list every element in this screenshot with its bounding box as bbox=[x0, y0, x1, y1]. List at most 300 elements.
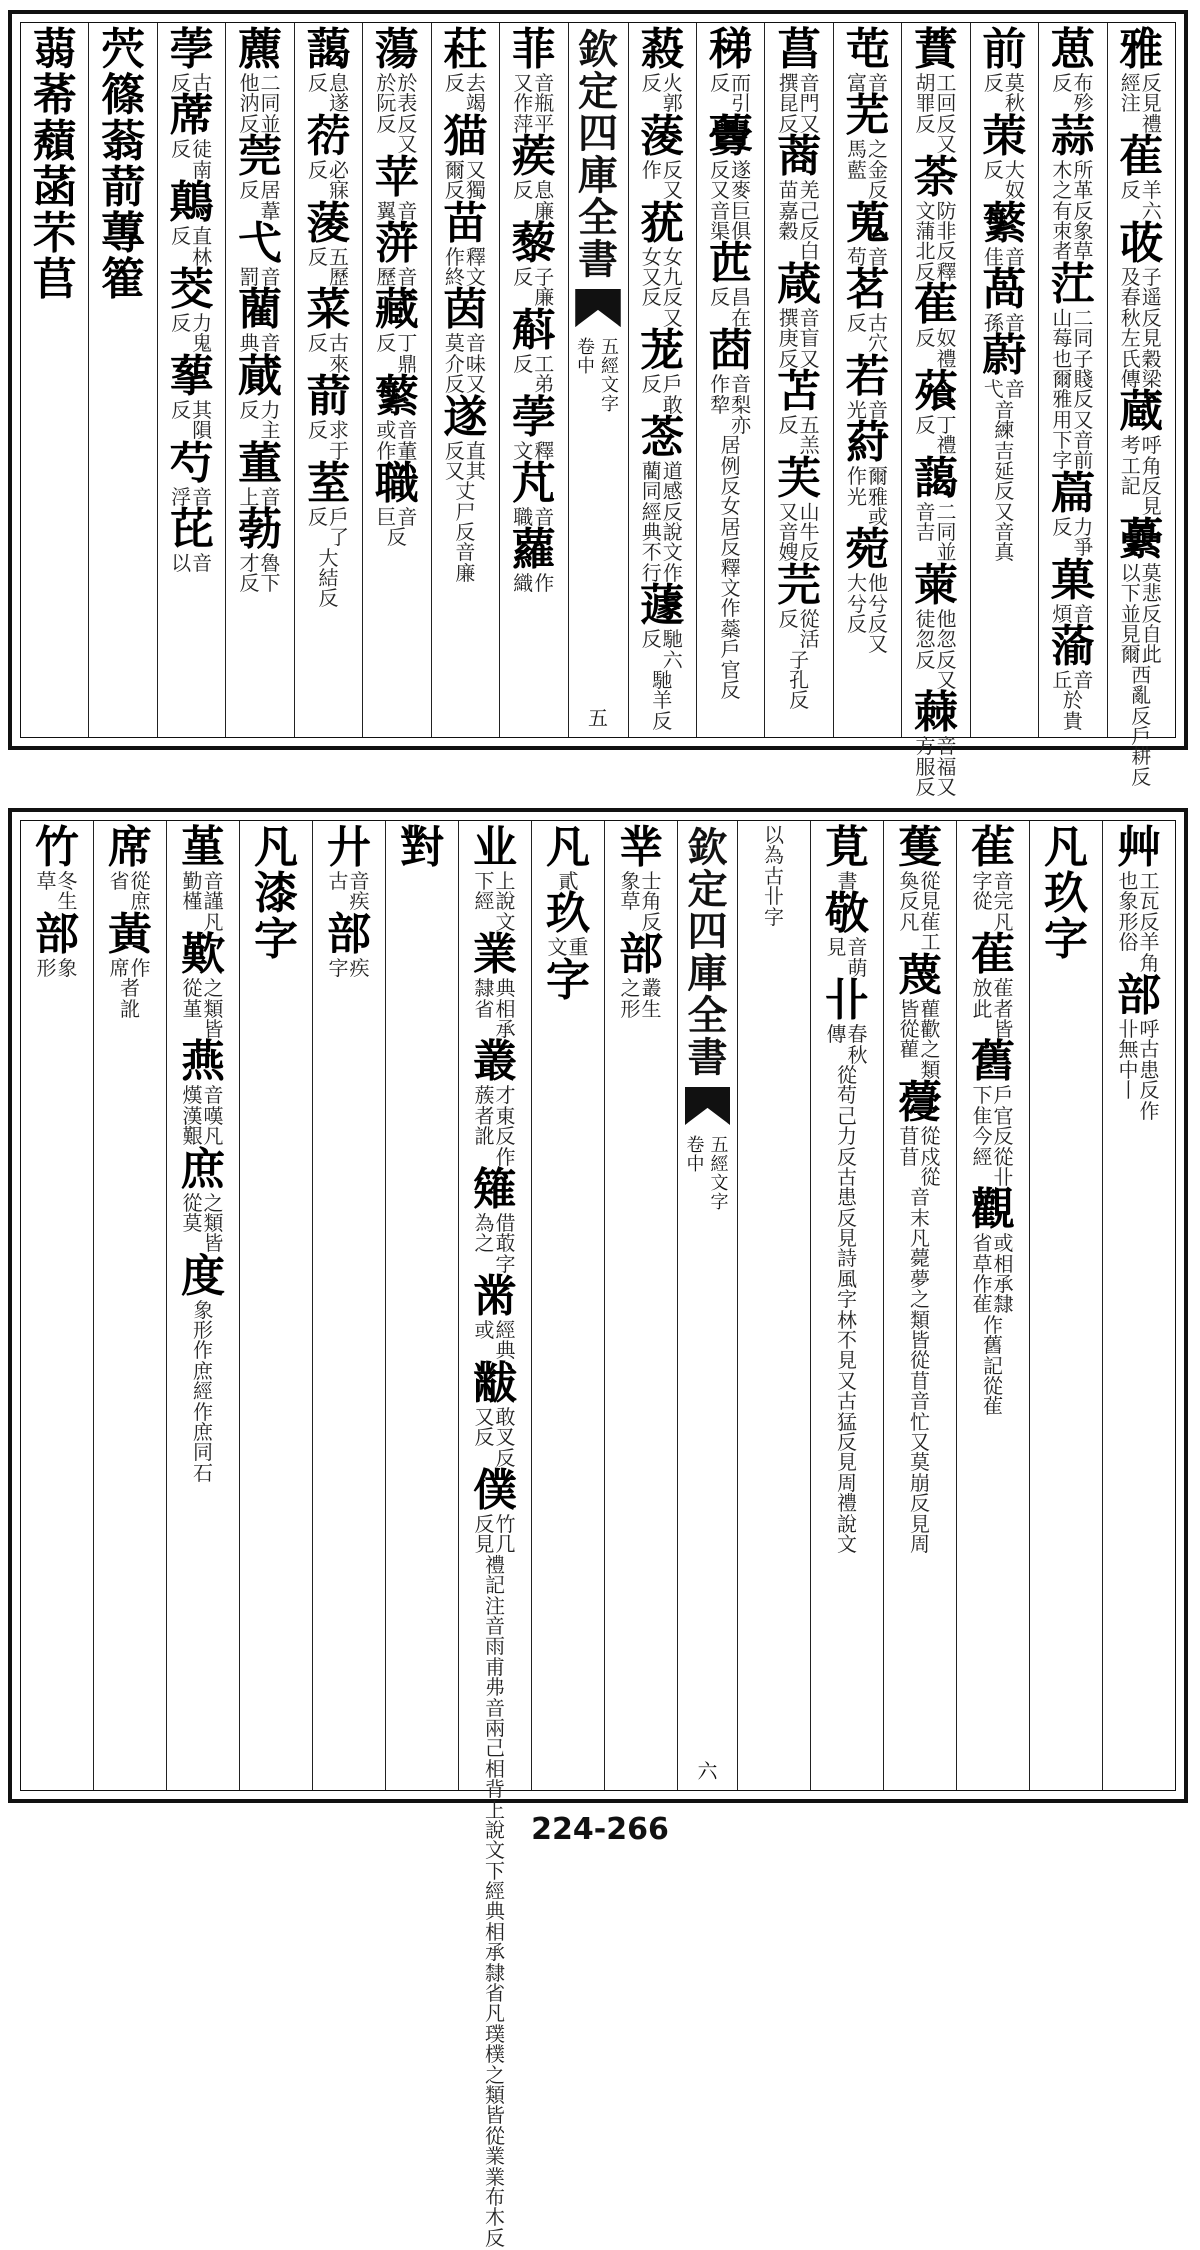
annotation-note: 音 疾 古 bbox=[328, 869, 370, 914]
volume-label: 卷 中 bbox=[577, 337, 595, 377]
headword-char: 丵 bbox=[619, 822, 663, 873]
annotation-note: 音 福 又 方 服 反 bbox=[915, 734, 957, 800]
text-column bbox=[531, 821, 604, 1790]
text-column bbox=[810, 821, 883, 1790]
text-column bbox=[431, 23, 499, 737]
annotation-note: 雚 歡 之 類 皆 從 雚 bbox=[899, 996, 941, 1082]
annotation-note: 石 bbox=[193, 1460, 213, 1485]
headword-char: 蕩 bbox=[374, 24, 419, 75]
headword-char: 遂 bbox=[443, 391, 488, 443]
annotation-note: 音 歷 bbox=[376, 264, 418, 289]
annotation-note: 力 爭 反 bbox=[1052, 514, 1094, 560]
annotation-note: 莫 秋 反 bbox=[983, 71, 1025, 116]
annotation-note: 從 庶 省 bbox=[109, 869, 151, 914]
annotation-note: 丈 尸 反 bbox=[455, 479, 476, 545]
text-column bbox=[157, 23, 225, 737]
headword-char: 廾 bbox=[327, 822, 371, 873]
text-column bbox=[1029, 821, 1102, 1790]
annotation-note: 爾 雅 或 作 光 bbox=[847, 464, 889, 529]
headword-char: 菡 bbox=[32, 162, 77, 213]
headword-char: 葕 bbox=[306, 110, 351, 162]
headword-char: 藏 bbox=[374, 284, 419, 336]
annotation-note: 雈 者 皆 放 此 bbox=[972, 976, 1014, 1041]
headword-char: 葴 bbox=[777, 258, 822, 310]
annotation-note: 叢 生 之 形 bbox=[620, 976, 662, 1021]
headword-char: 僕 bbox=[473, 1465, 517, 1517]
collection-title: 欽 定 四 庫 全 書 bbox=[578, 26, 618, 283]
annotation-note: 記 bbox=[983, 1353, 1003, 1378]
headword-char: 芘 bbox=[169, 503, 214, 555]
annotation-note: 音 瓶 平 又 作 萍 bbox=[513, 71, 555, 136]
headword-char: 舊 bbox=[971, 1036, 1015, 1088]
headword-char: 虆 bbox=[1119, 513, 1164, 565]
annotation-note: 書 bbox=[837, 869, 858, 893]
annotation-note: 又 獨 爾 反 bbox=[444, 157, 486, 203]
annotation-note: 崩 反 見 周 bbox=[910, 1470, 930, 1556]
annotation-note: 典 相 承 隸 省 bbox=[474, 976, 516, 1041]
annotation-note: 樸 之 類 皆 從 業 業 布 木 反 bbox=[485, 2042, 505, 2250]
headword-char: 蔛 bbox=[511, 304, 556, 356]
headword-char: 虋 bbox=[708, 110, 753, 162]
annotation-note: 從 雈 bbox=[983, 1374, 1003, 1419]
annotation-note: 釋 文 bbox=[513, 438, 555, 463]
text-column bbox=[362, 23, 430, 737]
headword-char: 莧 bbox=[825, 822, 869, 873]
text-column bbox=[764, 23, 832, 737]
headword-char: 蓱 bbox=[374, 217, 419, 269]
headword-char: 蔑 bbox=[898, 949, 942, 1001]
annotation-note: 從 苟 己 力 反 bbox=[837, 1062, 857, 1169]
annotation-note: 從 見 雈 工 奐 反 凡 bbox=[899, 869, 941, 955]
annotation-note: 音 煩 bbox=[1052, 601, 1094, 626]
annotation-note: 之 類 皆 從 莫 bbox=[182, 1190, 224, 1256]
annotation-note: 音 完 凡 字 從 bbox=[972, 869, 1014, 934]
text-column bbox=[1107, 23, 1175, 789]
headword-char: 藹 bbox=[913, 452, 958, 504]
annotation-note: 丁 禮 反 bbox=[915, 412, 957, 458]
annotation-note: 音 職 bbox=[513, 504, 555, 529]
fishtail-mark bbox=[575, 289, 620, 327]
annotation-note: 音 董 或 作 bbox=[376, 418, 418, 463]
headword-char: 漆 bbox=[254, 868, 298, 919]
headword-char: 玖 bbox=[1044, 868, 1088, 919]
annotation-note: 音 bbox=[485, 1695, 505, 1720]
annotation-note: 音 富 bbox=[847, 71, 889, 95]
annotation-note: 音 門 又 撰 昆 反 bbox=[778, 71, 820, 136]
text-column bbox=[970, 23, 1038, 737]
headword-char: 藜 bbox=[511, 217, 556, 269]
annotation-note: 魯 下 才 反 bbox=[239, 550, 281, 596]
annotation-note: 息 遂 反 bbox=[307, 71, 349, 116]
annotation-note: 戶 了 反 bbox=[307, 504, 349, 550]
annotation-note: 女 九 反 又 女 又 反 bbox=[641, 244, 683, 330]
headword-char: 蔏 bbox=[777, 131, 822, 183]
headword-char: 蔱 bbox=[640, 24, 685, 75]
annotation-note: 火 郭 反 bbox=[641, 71, 683, 116]
annotation-note: 疾 字 bbox=[328, 955, 370, 980]
headword-char: 鷏 bbox=[169, 177, 214, 229]
headword-char: 苹 bbox=[374, 151, 419, 203]
annotation-note: 古 穴 反 bbox=[847, 310, 889, 356]
annotation-note: 音 練 bbox=[994, 397, 1015, 443]
annotation-note: 春 秋 傳 bbox=[826, 1022, 868, 1067]
headword-char: 字 bbox=[1044, 914, 1088, 965]
headword-char: 蒘 bbox=[169, 350, 214, 402]
annotation-note: 己 相 背 bbox=[485, 1736, 505, 1802]
headword-char: 蒜 bbox=[1050, 110, 1095, 162]
annotation-note: 者 訛 bbox=[120, 976, 140, 1021]
book-label: 五 經 文 字 bbox=[601, 337, 619, 415]
text-column bbox=[956, 821, 1029, 1790]
text-column bbox=[499, 23, 567, 737]
annotation-note: 反 見 禮 經 注 bbox=[1120, 71, 1162, 136]
annotation-note: 直 林 反 bbox=[171, 224, 213, 269]
page-top bbox=[8, 10, 1188, 800]
headword-char: 菀 bbox=[845, 524, 890, 576]
annotation-note: 冬 生 草 bbox=[36, 869, 78, 914]
headword-char: 蕡 bbox=[913, 24, 958, 75]
annotation-note: 山 牛 反 又 音 嫂 bbox=[778, 499, 820, 565]
annotation-note: 去 竭 反 bbox=[444, 71, 486, 116]
annotation-note: 從 戍 從 苜 苜 bbox=[899, 1124, 941, 1189]
annotation-note: 弗 bbox=[485, 1675, 505, 1700]
annotation-note: 而 引 反 bbox=[710, 71, 752, 116]
headword-char: 蘧 bbox=[640, 580, 685, 632]
annotation-note: 力 主 反 bbox=[239, 397, 281, 443]
headword-char: 蒦 bbox=[898, 822, 942, 873]
annotation-note: 之 類 皆 從 堇 bbox=[182, 976, 224, 1041]
headword-char: 蘩 bbox=[982, 197, 1027, 249]
annotation-note: 又 古 猛 反 見 周 禮 說 文 bbox=[837, 1368, 857, 1556]
book-label: 五 經 文 字 bbox=[710, 1135, 729, 1213]
headword-char: 觀 bbox=[971, 1184, 1015, 1236]
annotation-note: 兩 bbox=[485, 1715, 505, 1740]
center-fold-strip bbox=[568, 23, 628, 737]
annotation-note: 防 非 反 釋 文 蒲 北 反 bbox=[915, 198, 957, 284]
headword-char: 蒺 bbox=[511, 131, 556, 183]
annotation-note: 敢 叉 反 又 反 bbox=[474, 1404, 516, 1470]
headword-char: 席 bbox=[108, 822, 152, 873]
annotation-note: 同 bbox=[193, 1440, 213, 1465]
annotation-note: 二 同 並 音 吉 bbox=[915, 499, 957, 565]
annotation-note: 羌 己 反 白 苗 嘉 穀 bbox=[778, 178, 820, 264]
annotation-note: 羊 六 反 bbox=[1120, 178, 1162, 223]
folio-number: 五 bbox=[588, 706, 608, 730]
annotation-note: 工 回 反 又 胡 罪 反 bbox=[915, 71, 957, 157]
text-column bbox=[604, 821, 677, 1790]
headword-char: 葤 bbox=[845, 417, 890, 469]
annotation-note: 音 巨 bbox=[376, 504, 418, 529]
text-column bbox=[1038, 23, 1106, 737]
annotation-note: 居 例 反 bbox=[720, 433, 741, 499]
headword-char: 蘈 bbox=[32, 116, 77, 167]
annotation-note: 於 表 反 又 於 阮 反 bbox=[376, 71, 418, 157]
headword-char: 菍 bbox=[640, 411, 685, 463]
annotation-note: 作 舊 bbox=[983, 1312, 1003, 1358]
text-column bbox=[312, 821, 385, 1790]
headword-char: 芙 bbox=[777, 452, 822, 504]
headword-char: 菲 bbox=[511, 24, 556, 75]
headword-char: 莃 bbox=[32, 70, 77, 121]
volume-label: 卷 中 bbox=[686, 1135, 705, 1175]
headword-char: 蓆 bbox=[169, 90, 214, 142]
annotation-note: 居 葦 反 bbox=[239, 178, 281, 223]
headword-char: 黻 bbox=[473, 1357, 517, 1409]
headword-char: 蘿 bbox=[511, 524, 556, 576]
fishtail-mark bbox=[685, 1087, 730, 1125]
annotation-note: 子 廉 反 bbox=[513, 264, 555, 310]
annotation-note: 他 忽 反 又 徒 忽 反 bbox=[915, 606, 957, 693]
annotation-note: 作 織 bbox=[513, 571, 555, 596]
annotation-note: 貳 bbox=[558, 869, 579, 893]
headword-char: 业 bbox=[473, 822, 517, 873]
annotation-note: 禮 記 注 bbox=[485, 1552, 505, 1618]
annotation-note: 必 寐 反 bbox=[307, 157, 349, 203]
annotation-note: 古 患 反 見 詩 風 字 林 不 見 bbox=[837, 1164, 857, 1373]
headword-char: 藺 bbox=[238, 284, 283, 336]
annotation-note: 才 東 反 作 蔟 者 訛 bbox=[474, 1083, 516, 1169]
center-fold-strip bbox=[677, 821, 737, 1790]
text-column bbox=[628, 23, 696, 737]
annotation-note: 音 佳 bbox=[983, 244, 1025, 269]
annotation-note: 二 同 子 賤 反 又 音 前 山 莓 也 爾 雅 用 下 字 bbox=[1052, 305, 1094, 473]
headword-char: 歎 bbox=[181, 929, 225, 981]
annotation-note: 重 文 bbox=[547, 935, 589, 960]
headword-char: 雈 bbox=[971, 822, 1015, 873]
headword-char: 茭 bbox=[169, 263, 214, 315]
headword-char: 蔆 bbox=[640, 110, 685, 162]
annotation-note: 馳 羊 反 bbox=[652, 668, 673, 733]
headword-char: 叢 bbox=[473, 1036, 517, 1088]
annotation-note: 之 金 反 馬 藍 bbox=[847, 137, 889, 203]
annotation-note: 五 歷 反 bbox=[307, 244, 349, 289]
headword-char: 藨 bbox=[238, 24, 283, 75]
annotation-note: 工 瓦 反 羊 角 也 象 形 俗 bbox=[1118, 869, 1160, 975]
headword-char: 業 bbox=[473, 929, 517, 981]
headword-char: 蕵 bbox=[913, 365, 958, 417]
annotation-note: 布 殄 反 bbox=[1052, 71, 1094, 116]
annotation-note: 音 罰 bbox=[239, 264, 281, 289]
text-column bbox=[225, 23, 293, 737]
annotation-note: 徒 南 反 bbox=[171, 137, 213, 182]
annotation-note: 象 bbox=[193, 1297, 214, 1322]
annotation-note: 竹 几 反 見 bbox=[474, 1512, 516, 1557]
headword-char: 篧 bbox=[101, 254, 146, 305]
annotation-note: 音 翼 bbox=[376, 198, 418, 223]
headword-char: 弋 bbox=[238, 217, 283, 269]
annotation-note: 釋 文 作 終 bbox=[444, 244, 486, 289]
annotation-note: 音 忙 又 莫 bbox=[910, 1389, 930, 1475]
annotation-note: 從 活 反 bbox=[778, 606, 820, 652]
headword-char: 艸 bbox=[1117, 822, 1161, 873]
annotation-note: 反 bbox=[386, 525, 407, 550]
annotation-note: 奴 禮 反 bbox=[915, 326, 957, 371]
page-top-columns bbox=[21, 23, 1175, 800]
headword-char: 萹 bbox=[1050, 467, 1095, 519]
headword-char: 苢 bbox=[32, 254, 77, 305]
text-column bbox=[88, 23, 156, 737]
annotation-note: 息 廉 反 bbox=[513, 178, 555, 223]
headword-char: 部 bbox=[1117, 969, 1161, 1021]
text-column bbox=[239, 821, 312, 1790]
headword-char: 蔵 bbox=[1119, 386, 1164, 438]
annotation-note: 五 羔 反 bbox=[778, 412, 820, 458]
headword-char: 蒐 bbox=[845, 197, 890, 249]
annotation-note: 上 說 bbox=[485, 1797, 505, 1842]
headword-char: 稊 bbox=[708, 24, 753, 75]
annotation-note: 呼 古 患 反 作 卝 無 中 丨 bbox=[1118, 1016, 1160, 1123]
annotation-note: 作 庶 bbox=[193, 1338, 213, 1383]
annotation-note: 馳 六 反 bbox=[641, 627, 683, 672]
text-column bbox=[294, 23, 362, 737]
headword-char: 葸 bbox=[1050, 24, 1095, 75]
headword-char: 荍 bbox=[1119, 217, 1164, 269]
collection-title: 欽 定 四 庫 全 書 bbox=[687, 824, 728, 1081]
headword-char: 庶 bbox=[181, 1143, 225, 1195]
headword-char: 凡 bbox=[1044, 822, 1088, 873]
headword-char: 度 bbox=[181, 1250, 225, 1302]
headword-char: 萑 bbox=[971, 929, 1015, 981]
headword-char: 玖 bbox=[546, 888, 590, 940]
headword-char: 蔆 bbox=[306, 197, 351, 249]
headword-char: 苉 bbox=[708, 238, 753, 290]
annotation-note: 西 亂 反 bbox=[1131, 662, 1152, 728]
annotation-note: 音 丘 bbox=[1052, 668, 1094, 693]
headword-char: 蓴 bbox=[101, 208, 146, 259]
folio-number: 六 bbox=[697, 1759, 718, 1783]
headword-char: 芃 bbox=[511, 457, 556, 509]
annotation-note: 所 革 反 象 草 木 之 有 朿 者 bbox=[1052, 157, 1094, 264]
headword-char: 黃 bbox=[108, 908, 152, 960]
text-column bbox=[1102, 821, 1175, 1790]
annotation-note: 戶 官 反 bbox=[720, 637, 741, 702]
text-column bbox=[883, 821, 956, 1790]
headword-char: 敬 bbox=[825, 888, 869, 940]
annotation-note: 其 隕 反 bbox=[171, 397, 213, 443]
headword-char: 萑 bbox=[1119, 131, 1164, 183]
headword-char: 莔 bbox=[708, 325, 753, 377]
headword-char: 字 bbox=[546, 954, 590, 1006]
headword-char: 荸 bbox=[169, 24, 214, 75]
annotation-note: 古 反 bbox=[171, 71, 213, 95]
headword-char: 黹 bbox=[473, 1271, 517, 1323]
annotation-note: 音 苟 bbox=[847, 244, 889, 269]
headword-char: 蕆 bbox=[238, 350, 283, 402]
headword-char: 董 bbox=[238, 437, 283, 489]
annotation-note: 作 席 bbox=[109, 955, 151, 980]
annotation-note: 經 作 庶 bbox=[193, 1379, 213, 1445]
annotation-note: 吉 延 反 又 音 真 bbox=[994, 438, 1015, 565]
text-column bbox=[737, 821, 810, 1790]
headword-char: 字 bbox=[254, 914, 298, 965]
annotation-note: 形 bbox=[193, 1318, 213, 1343]
annotation-note: 子 孔 反 bbox=[789, 647, 810, 713]
annotation-note: 直 其 反 又 bbox=[444, 438, 486, 483]
headword-char: 芣 bbox=[32, 208, 77, 259]
headword-char: 茵 bbox=[443, 284, 488, 336]
text-column bbox=[696, 23, 764, 737]
headword-char: 燕 bbox=[181, 1036, 225, 1088]
annotation-note: 音 浮 bbox=[171, 484, 213, 509]
annotation-note: 音 光 bbox=[847, 397, 889, 422]
headword-char: 苫 bbox=[777, 365, 822, 417]
annotation-note: 子 遥 反 見 穀 梁 及 春 秋 左 氏 傳 bbox=[1120, 264, 1162, 391]
headword-char: 茦 bbox=[982, 110, 1027, 162]
annotation-note: 薨 夢 之 類 皆 從 苜 bbox=[910, 1246, 930, 1393]
headword-char: 荸 bbox=[511, 391, 556, 443]
annotation-note: 反 又 作 bbox=[641, 157, 683, 203]
headword-char: 職 bbox=[374, 457, 419, 509]
annotation-note: 音 嘆 凡 熯 漢 艱 bbox=[182, 1083, 224, 1149]
annotation-note: 昌 在 反 bbox=[710, 285, 752, 330]
headword-char: 荎 bbox=[306, 457, 351, 509]
annotation-note: 經 典 或 bbox=[474, 1318, 516, 1363]
headword-char: 堇 bbox=[181, 822, 225, 873]
annotation-note: 力 鬼 反 bbox=[171, 310, 213, 356]
headword-char: 葧 bbox=[238, 503, 283, 555]
headword-char: 䉜 bbox=[473, 1163, 517, 1215]
text-column bbox=[458, 821, 531, 2250]
annotation-note: 工 弟 反 bbox=[513, 351, 555, 397]
annotation-note: 音 廉 bbox=[455, 540, 476, 585]
headword-char: 蘩 bbox=[374, 371, 419, 423]
headword-char: 雅 bbox=[1119, 24, 1164, 75]
annotation-note: 音 上 bbox=[239, 484, 281, 509]
annotation-note: 求 于 反 bbox=[307, 418, 349, 463]
headword-char: 猫 bbox=[443, 110, 488, 162]
headword-char: 茓 bbox=[101, 24, 146, 75]
headword-char: 部 bbox=[327, 908, 371, 960]
annotation-note: 音 雨 bbox=[485, 1613, 505, 1659]
annotation-note: 音 謹 凡 勤 槿 bbox=[182, 869, 224, 934]
headword-char: 芍 bbox=[169, 437, 214, 489]
text-column bbox=[385, 821, 458, 1790]
annotation-note: 卝 字 bbox=[764, 884, 784, 929]
annotation-note: 以 為 古 bbox=[764, 823, 784, 888]
headword-char: 部 bbox=[35, 908, 79, 960]
annotation-note: 丁 鼎 反 bbox=[376, 331, 418, 376]
headword-char: 萑 bbox=[913, 279, 958, 331]
annotation-note: 女 居 反 釋 文 作 蘂 bbox=[720, 494, 741, 641]
headword-char: 蕍 bbox=[1050, 621, 1095, 673]
annotation-note: 大 奴 反 bbox=[983, 157, 1025, 203]
headword-char: 菓 bbox=[1050, 554, 1095, 606]
headword-char: 萰 bbox=[913, 559, 958, 611]
annotation-note: 戶 敢 反 bbox=[641, 372, 683, 417]
headword-char: 芜 bbox=[845, 90, 890, 142]
headword-char: 莸 bbox=[640, 197, 685, 249]
headword-char: 茗 bbox=[845, 263, 890, 315]
page-footer-number: 224-266 bbox=[531, 1812, 669, 1847]
headword-char: 篠 bbox=[101, 70, 146, 121]
text-column bbox=[21, 821, 93, 1790]
headword-char: 芚 bbox=[845, 24, 890, 75]
annotation-note: 於 貴 bbox=[1062, 688, 1083, 733]
annotation-note: 遂 麥 巨 俱 反 又 音 渠 bbox=[710, 157, 752, 243]
annotation-note: 上 說 文 下 經 bbox=[474, 869, 516, 934]
annotation-note: 大 結 反 bbox=[318, 545, 339, 611]
headword-char: 苗 bbox=[443, 197, 488, 249]
headword-char: 凡 bbox=[254, 822, 298, 873]
annotation-note: 音 孫 bbox=[983, 310, 1025, 335]
text-column bbox=[21, 23, 88, 737]
annotation-note: 音 末 凡 bbox=[910, 1185, 930, 1251]
headword-char: 萵 bbox=[982, 263, 1027, 315]
annotation-note: 借 菆 字 為 之 bbox=[474, 1210, 516, 1276]
annotation-note: 呼 角 反 見 考 工 記 bbox=[1120, 433, 1162, 519]
headword-char: 菖 bbox=[777, 24, 822, 75]
headword-char: 茳 bbox=[1050, 258, 1095, 310]
